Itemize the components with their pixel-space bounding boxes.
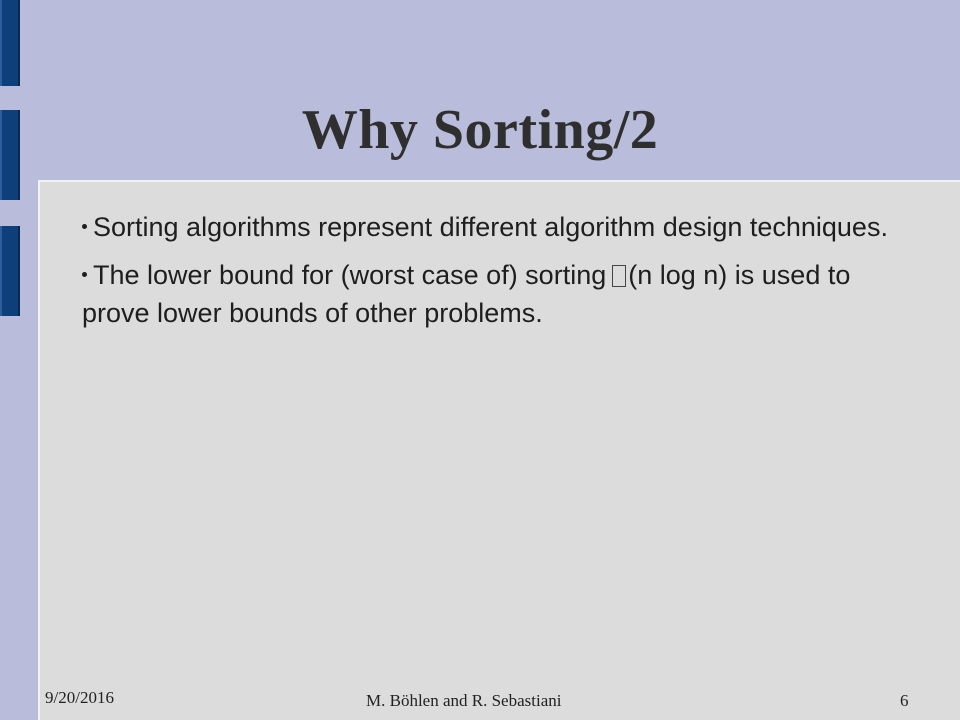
content-panel	[38, 180, 960, 720]
bullet-icon	[82, 272, 87, 277]
bullet-item-2	[82, 256, 902, 332]
bullet-text-2b: (n log n) is used to prove lower bounds of other problems.	[82, 260, 851, 328]
bullet-item-1	[82, 208, 902, 246]
footer-date: 9/20/2016	[45, 688, 114, 707]
missing-glyph-icon	[612, 265, 626, 287]
accent-bar-bottom	[0, 226, 20, 316]
bullet-icon	[82, 224, 87, 229]
bullet-list	[82, 208, 902, 342]
accent-bar-top	[0, 0, 20, 86]
bullet-text-1: Sorting algorithms represent different algorithm design techniques.	[93, 212, 888, 242]
bullet-text-2a: The lower bound for (worst case of) sorting	[93, 260, 607, 290]
footer-page-number: 6	[900, 691, 909, 710]
footer-author: M. Böhlen and R. Sebastiani	[366, 691, 562, 710]
slide-title: Why Sorting/2	[301, 99, 659, 161]
